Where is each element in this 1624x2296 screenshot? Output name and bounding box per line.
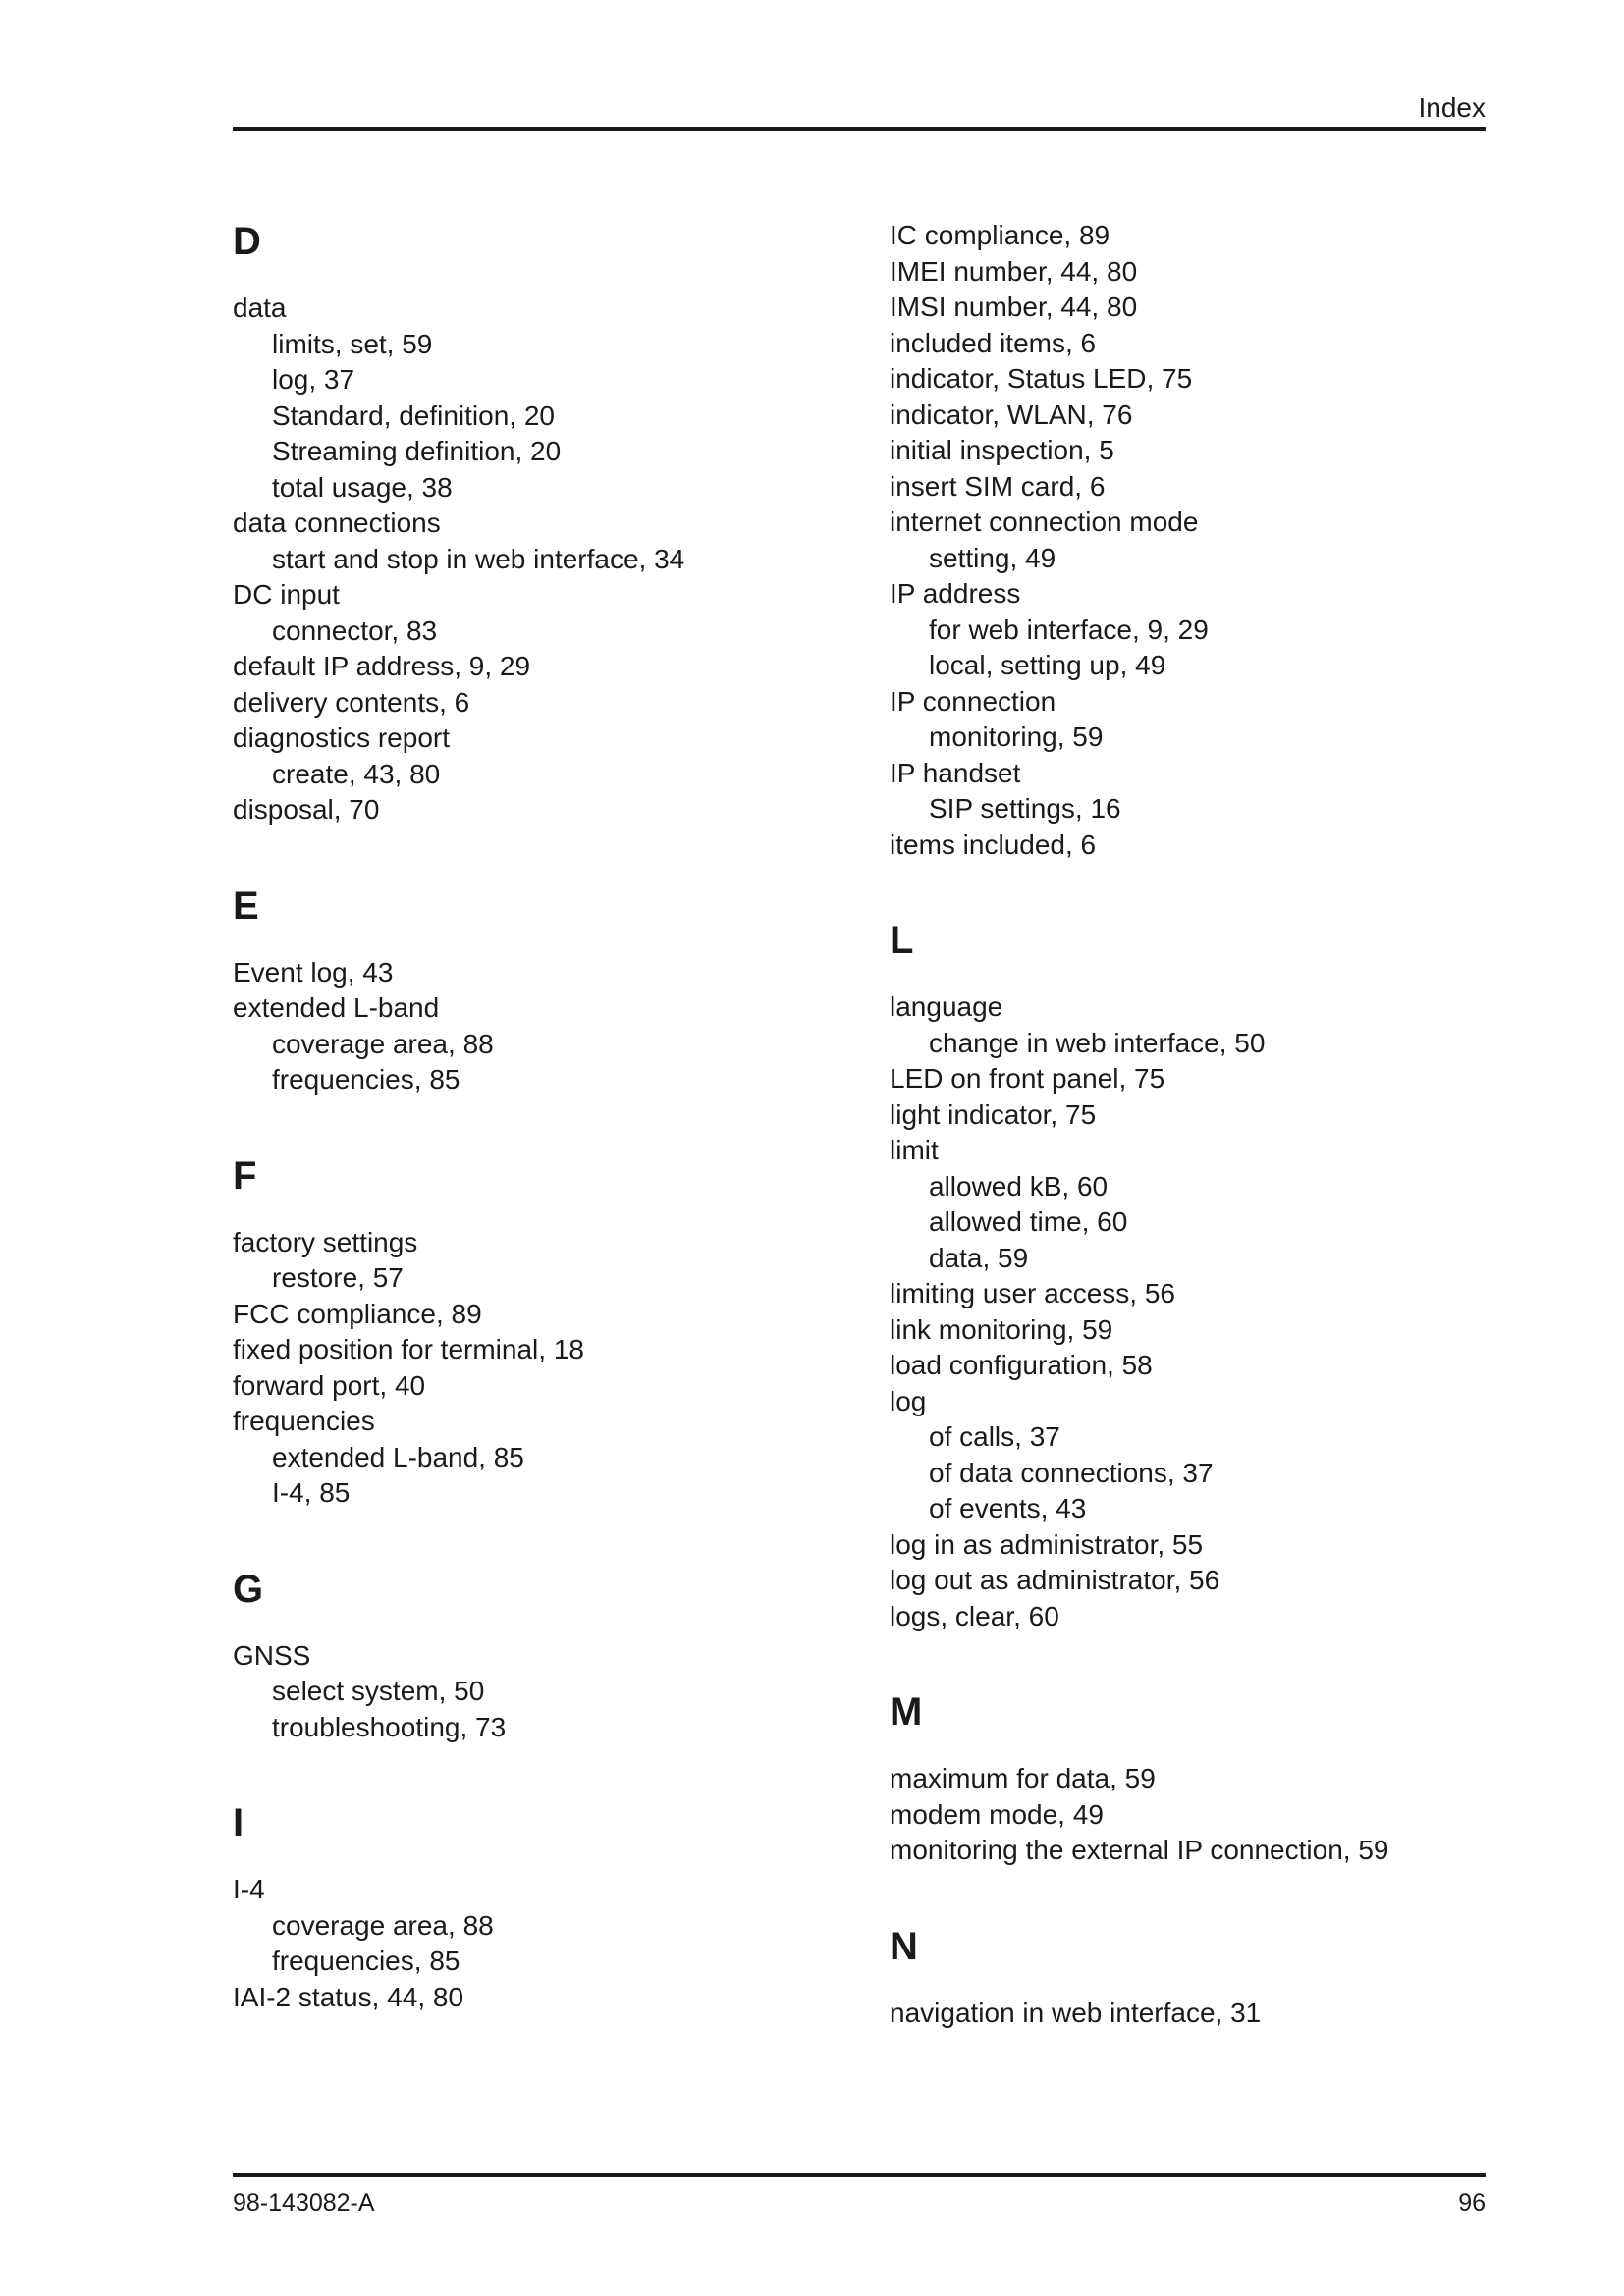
index-entry: modem mode, 49 xyxy=(890,1798,1104,1830)
index-subentry: Standard, definition, 20 xyxy=(272,400,555,431)
index-section-continued xyxy=(890,218,1498,863)
section-letter: N xyxy=(890,1924,918,1968)
index-entry: limit xyxy=(890,1135,939,1165)
index-subentry: connector, 83 xyxy=(272,614,438,646)
index-entry: items included, 6 xyxy=(890,828,1097,860)
index-subentry: coverage area, 88 xyxy=(272,1028,494,1059)
index-entry: FCC compliance, 89 xyxy=(233,1298,482,1329)
index-entry: default IP address, 9, 29 xyxy=(233,651,531,681)
document-number: 98-143082-A xyxy=(233,2189,375,2216)
index-entry: DC input xyxy=(233,579,340,610)
index-subentry: coverage area, 88 xyxy=(272,1909,494,1941)
running-header: Index xyxy=(1418,92,1486,123)
index-entry: IC compliance, 89 xyxy=(890,220,1110,250)
index-subentry: allowed time, 60 xyxy=(929,1206,1128,1237)
index-subentry: local, setting up, 49 xyxy=(929,650,1166,680)
index-entry: log in as administrator, 55 xyxy=(890,1528,1204,1560)
index-entry: language xyxy=(890,991,1003,1022)
index-subentry: for web interface, 9, 29 xyxy=(929,614,1209,645)
index-subentry: of calls, 37 xyxy=(929,1421,1060,1452)
index-section-i xyxy=(233,1799,841,2015)
section-letter: D xyxy=(233,220,261,263)
index-section-f xyxy=(233,1152,841,1512)
index-entry: factory settings xyxy=(233,1226,418,1257)
index-subentry: total usage, 38 xyxy=(272,471,453,503)
index-section-l xyxy=(890,917,1498,1634)
index-subentry: data, 59 xyxy=(929,1242,1029,1273)
index-subentry: select system, 50 xyxy=(272,1676,485,1706)
index-subentry: Streaming definition, 20 xyxy=(272,436,562,466)
index-entry: disposal, 70 xyxy=(233,794,380,825)
index-section-g xyxy=(233,1566,841,1746)
index-entry: insert SIM card, 6 xyxy=(890,470,1106,502)
index-entry: LED on front panel, 75 xyxy=(890,1063,1165,1094)
index-subentry: I-4, 85 xyxy=(272,1477,351,1508)
page-number: 96 xyxy=(1458,2189,1486,2216)
index-subentry: troubleshooting, 73 xyxy=(272,1711,507,1742)
index-subentry: change in web interface, 50 xyxy=(929,1027,1266,1058)
index-column-right xyxy=(890,218,1498,2085)
index-subentry: frequencies, 85 xyxy=(272,1064,460,1095)
index-entry: load configuration, 58 xyxy=(890,1350,1153,1380)
index-entry: IP address xyxy=(890,578,1021,609)
index-entry: navigation in web interface, 31 xyxy=(890,1997,1262,2028)
index-entry: frequencies xyxy=(233,1406,375,1436)
index-entry: link monitoring, 59 xyxy=(890,1313,1113,1345)
index-subentry: limits, set, 59 xyxy=(272,328,433,359)
index-entry: internet connection mode xyxy=(890,507,1199,537)
index-entry: diagnostics report xyxy=(233,722,451,753)
index-subentry: setting, 49 xyxy=(929,542,1056,573)
index-entry: log xyxy=(890,1385,927,1416)
index-entry: forward port, 40 xyxy=(233,1369,426,1401)
index-section-m xyxy=(890,1688,1498,1869)
index-entry: light indicator, 75 xyxy=(890,1098,1097,1130)
index-entry: delivery contents, 6 xyxy=(233,686,470,718)
index-entry: fixed position for terminal, 18 xyxy=(233,1334,584,1364)
section-letter: F xyxy=(233,1153,257,1198)
section-letter: L xyxy=(890,919,914,962)
index-entry: maximum for data, 59 xyxy=(890,1763,1156,1793)
index-subentry: SIP settings, 16 xyxy=(929,793,1121,824)
index-subentry: monitoring, 59 xyxy=(929,721,1104,752)
index-section-e xyxy=(233,882,841,1098)
index-subentry: log, 37 xyxy=(272,364,355,395)
index-entry: IMEI number, 44, 80 xyxy=(890,255,1138,287)
header-rule xyxy=(233,127,1486,131)
index-entry: IMSI number, 44, 80 xyxy=(890,292,1138,322)
index-section-d xyxy=(233,218,841,828)
section-letter: I xyxy=(233,1801,244,1844)
index-entry: data xyxy=(233,293,287,323)
index-column-left xyxy=(233,218,841,2069)
index-entry: GNSS xyxy=(233,1639,311,1671)
index-entry: extended L-band xyxy=(233,992,440,1023)
index-subentry: restore, 57 xyxy=(272,1262,404,1293)
index-entry: IP handset xyxy=(890,757,1021,788)
index-entry: indicator, WLAN, 76 xyxy=(890,399,1133,430)
index-subentry: of data connections, 37 xyxy=(929,1457,1214,1488)
index-entry: logs, clear, 60 xyxy=(890,1600,1059,1631)
index-subentry: extended L-band, 85 xyxy=(272,1441,524,1472)
section-letter: E xyxy=(233,883,259,928)
index-entry: monitoring the external IP connection, 59 xyxy=(890,1835,1389,1865)
index-subentry: of events, 43 xyxy=(929,1493,1087,1523)
index-entry: I-4 xyxy=(233,1874,265,1904)
index-entry: indicator, Status LED, 75 xyxy=(890,363,1193,394)
index-entry: initial inspection, 5 xyxy=(890,435,1114,465)
index-entry: log out as administrator, 56 xyxy=(890,1565,1220,1595)
index-entry: limiting user access, 56 xyxy=(890,1278,1176,1308)
index-entry: included items, 6 xyxy=(890,327,1097,358)
index-subentry: allowed kB, 60 xyxy=(929,1170,1109,1201)
index-section-n xyxy=(890,1923,1498,2032)
index-subentry: start and stop in web interface, 34 xyxy=(272,543,685,574)
index-entry: Event log, 43 xyxy=(233,956,394,988)
section-letter: M xyxy=(890,1690,923,1734)
index-entry: IAI-2 status, 44, 80 xyxy=(233,1981,464,2012)
index-entry: IP connection xyxy=(890,685,1056,717)
index-subentry: frequencies, 85 xyxy=(272,1946,460,1976)
section-letter: G xyxy=(233,1567,264,1611)
footer-rule xyxy=(233,2173,1486,2177)
index-subentry: create, 43, 80 xyxy=(272,758,441,789)
index-entry: data connections xyxy=(233,507,441,538)
